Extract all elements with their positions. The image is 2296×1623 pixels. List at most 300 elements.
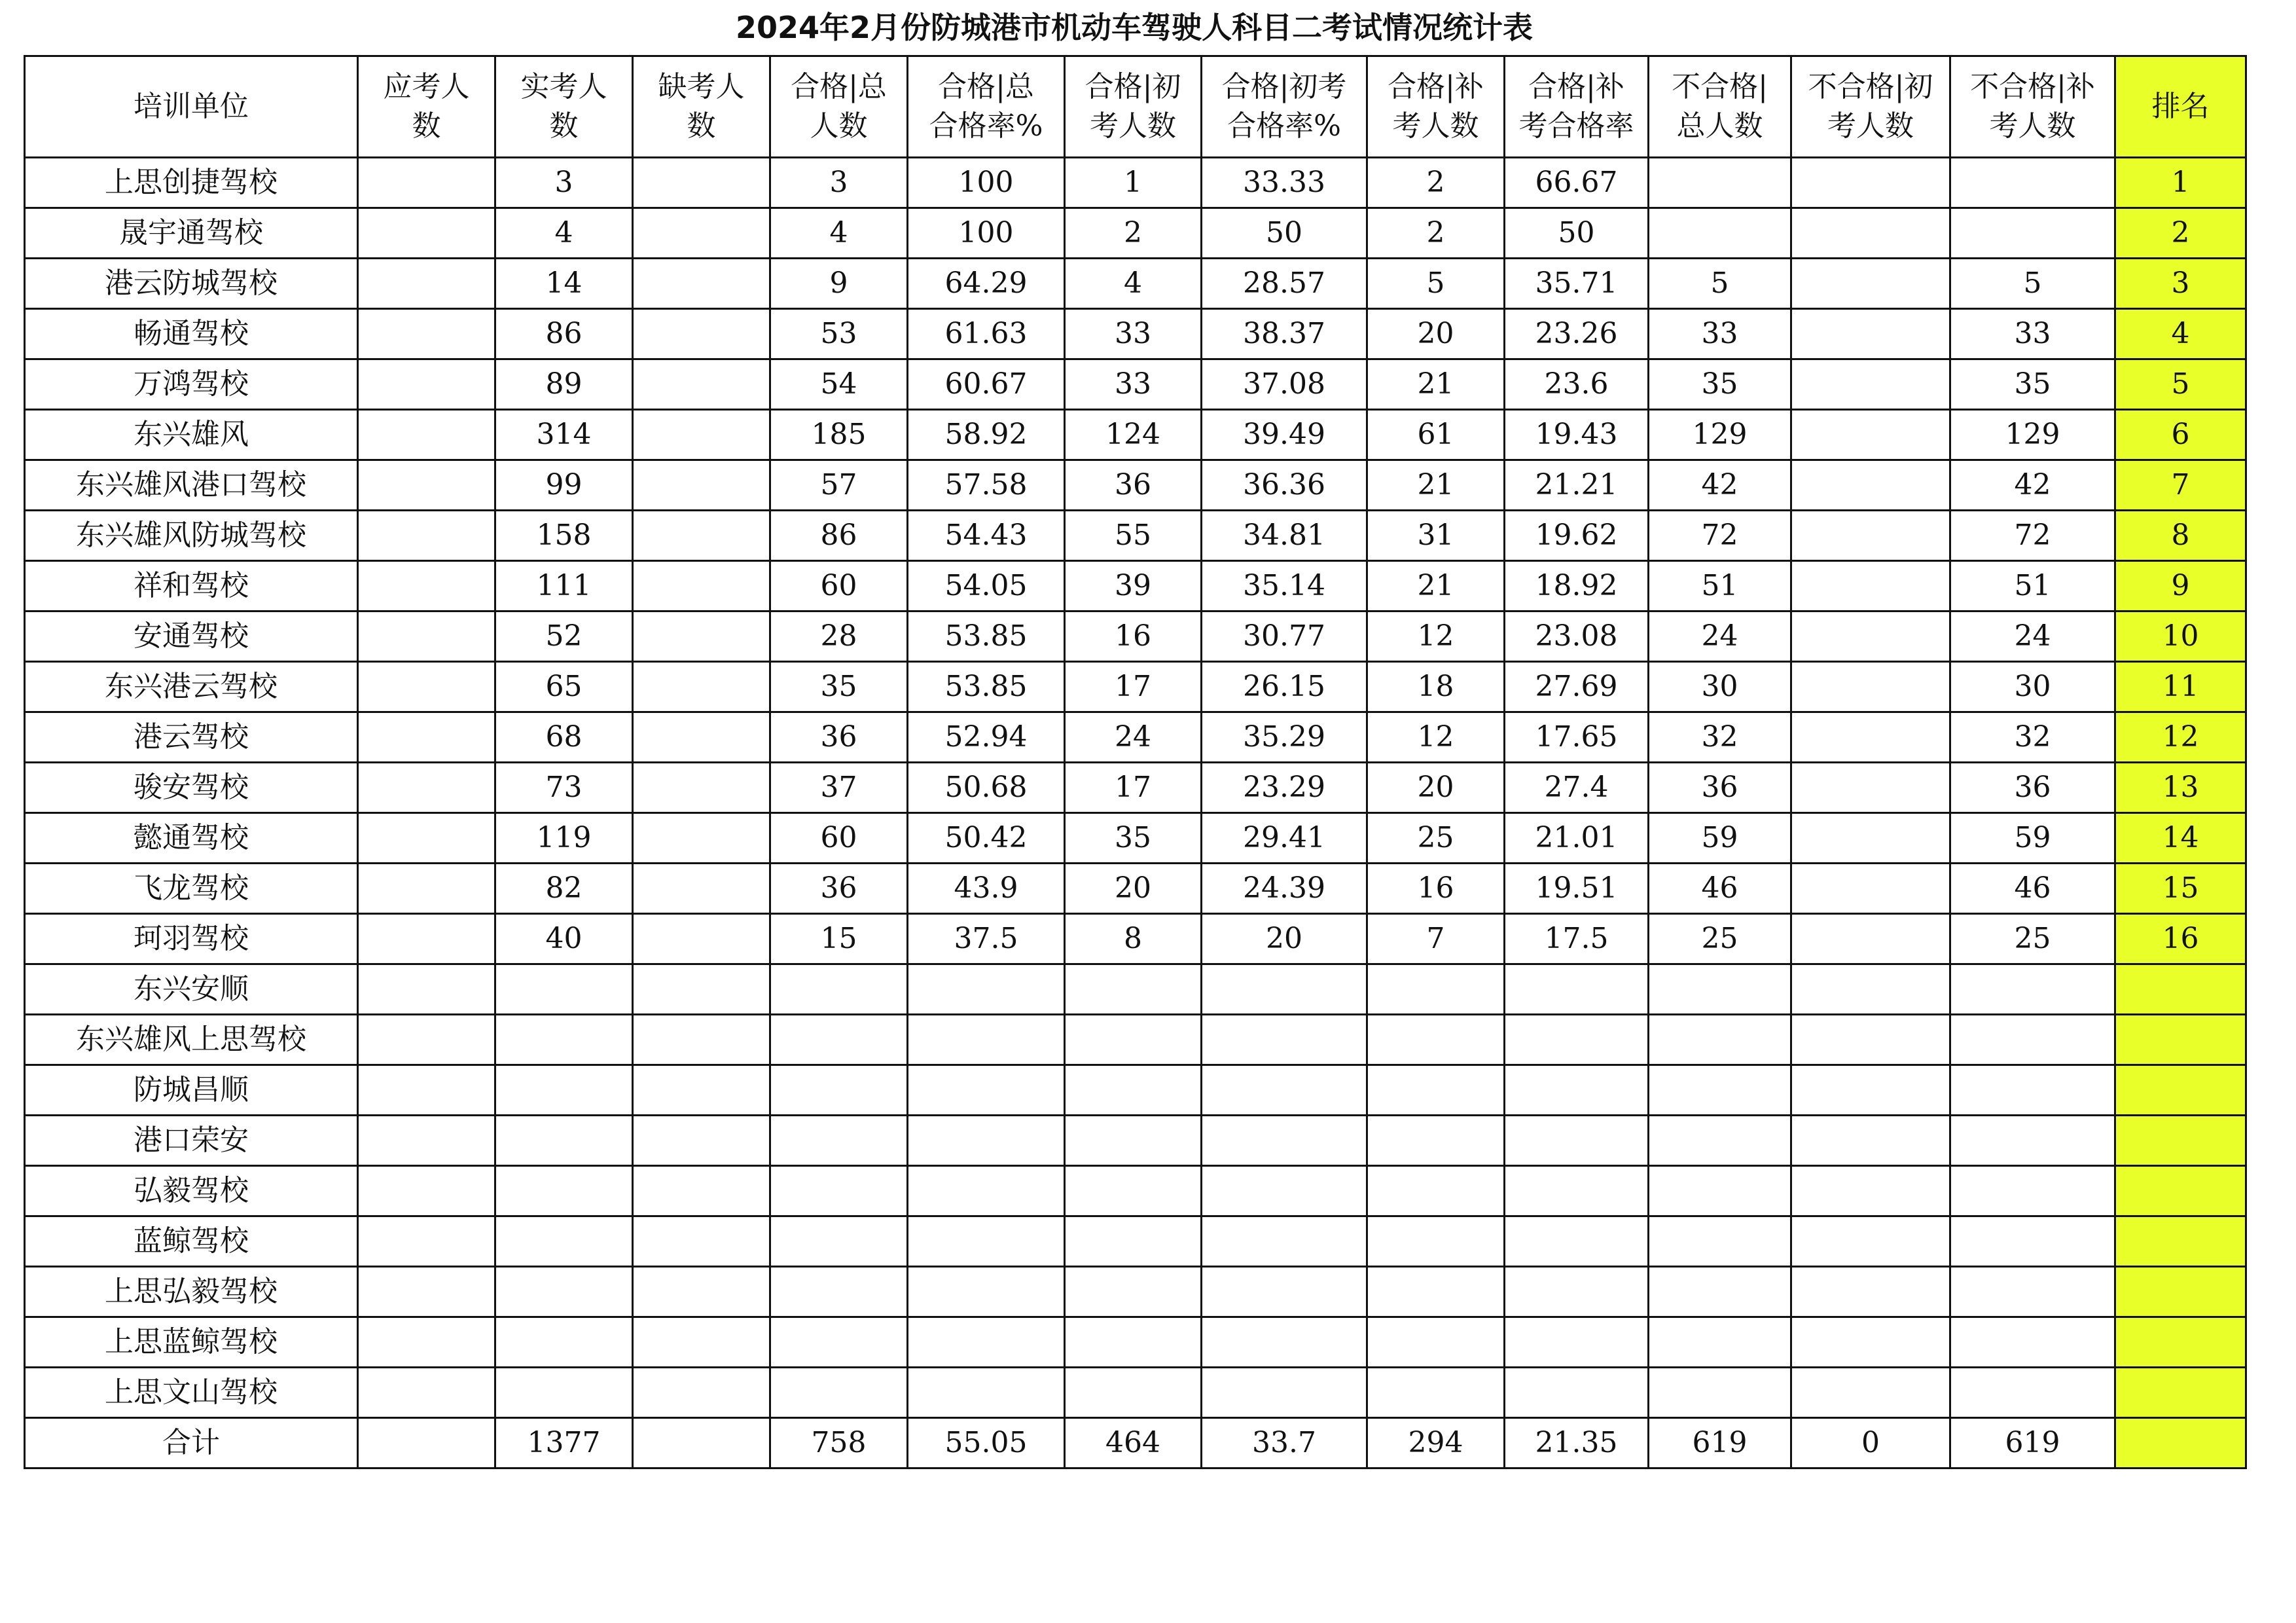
- header-line-2: 人数: [810, 109, 868, 143]
- cell-failed-total: [1649, 1368, 1791, 1418]
- cell-actual: [495, 1166, 633, 1216]
- cell-rank: [2115, 1065, 2246, 1116]
- cell-passed-total: [770, 1368, 908, 1418]
- cell-passed-total-rate: 100: [908, 208, 1065, 259]
- cell-passed-first-rate: 23.29: [1202, 763, 1367, 813]
- cell-passed-total: 60: [770, 561, 908, 611]
- cell-failed-total: 59: [1649, 813, 1791, 864]
- cell-failed-first: 0: [1791, 1418, 1950, 1468]
- table-row: [25, 1116, 2246, 1166]
- cell-actual: 3: [495, 158, 633, 208]
- cell-absent: [633, 1216, 770, 1267]
- cell-absent: [633, 964, 770, 1015]
- cell-passed-total: [770, 1317, 908, 1368]
- cell-passed-first-rate: 33.7: [1202, 1418, 1367, 1468]
- cell-passed-first: 33: [1065, 359, 1202, 410]
- cell-passed-total: 57: [770, 460, 908, 511]
- cell-failed-first: [1791, 511, 1950, 561]
- cell-passed-first-rate: 30.77: [1202, 611, 1367, 662]
- cell-passed-retake: 2: [1367, 158, 1505, 208]
- cell-passed-retake: [1367, 1116, 1505, 1166]
- cell-expected: [358, 1418, 495, 1468]
- cell-expected: [358, 1216, 495, 1267]
- cell-passed-first: 17: [1065, 763, 1202, 813]
- cell-rank: 1: [2115, 158, 2246, 208]
- cell-expected: [358, 460, 495, 511]
- cell-passed-retake-rate: [1505, 1166, 1649, 1216]
- cell-expected: [358, 359, 495, 410]
- cell-passed-retake: 20: [1367, 763, 1505, 813]
- cell-passed-total-rate: 54.05: [908, 561, 1065, 611]
- cell-expected: [358, 410, 495, 460]
- cell-passed-retake: 2: [1367, 208, 1505, 259]
- cell-rank: [2115, 1418, 2246, 1468]
- cell-rank: [2115, 964, 2246, 1015]
- cell-passed-retake-rate: 27.69: [1505, 662, 1649, 712]
- header-line-1: 培训单位: [134, 90, 249, 123]
- cell-failed-first: [1791, 1116, 1950, 1166]
- cell-failed-first: [1791, 158, 1950, 208]
- cell-passed-retake: 31: [1367, 511, 1505, 561]
- table-row: [25, 309, 2246, 359]
- cell-training-unit: 祥和驾校: [25, 561, 358, 611]
- header-line-2: 考合格率: [1518, 109, 1634, 143]
- cell-failed-first: [1791, 611, 1950, 662]
- cell-failed-retake: 72: [1950, 511, 2115, 561]
- cell-rank: 11: [2115, 662, 2246, 712]
- cell-passed-first-rate: 29.41: [1202, 813, 1367, 864]
- cell-passed-total: 35: [770, 662, 908, 712]
- header-absent-examinees: [633, 56, 770, 158]
- cell-absent: [633, 611, 770, 662]
- cell-absent: [633, 1368, 770, 1418]
- cell-training-unit: 合计: [25, 1418, 358, 1468]
- cell-passed-total-rate: 55.05: [908, 1418, 1065, 1468]
- cell-actual: [495, 964, 633, 1015]
- cell-passed-total: 15: [770, 914, 908, 964]
- table-row: [25, 1065, 2246, 1116]
- cell-passed-first-rate: 35.14: [1202, 561, 1367, 611]
- cell-passed-first: 36: [1065, 460, 1202, 511]
- header-line-1: 合格|初考: [1221, 70, 1347, 103]
- cell-expected: [358, 763, 495, 813]
- cell-passed-total: 36: [770, 864, 908, 914]
- cell-failed-total: [1649, 1015, 1791, 1065]
- cell-passed-total-rate: 53.85: [908, 611, 1065, 662]
- cell-passed-retake-rate: [1505, 1216, 1649, 1267]
- cell-failed-retake: [1950, 1166, 2115, 1216]
- cell-passed-first-rate: [1202, 1267, 1367, 1317]
- table-row: [25, 1015, 2246, 1065]
- cell-training-unit: 飞龙驾校: [25, 864, 358, 914]
- cell-actual: 40: [495, 914, 633, 964]
- cell-actual: 1377: [495, 1418, 633, 1468]
- cell-passed-first-rate: [1202, 964, 1367, 1015]
- cell-failed-retake: [1950, 1116, 2115, 1166]
- cell-passed-retake-rate: 23.26: [1505, 309, 1649, 359]
- table-row: [25, 1317, 2246, 1368]
- cell-rank: 8: [2115, 511, 2246, 561]
- cell-failed-retake: [1950, 1267, 2115, 1317]
- cell-training-unit: 东兴雄风港口驾校: [25, 460, 358, 511]
- cell-training-unit: 港口荣安: [25, 1116, 358, 1166]
- cell-actual: 314: [495, 410, 633, 460]
- cell-passed-retake: [1367, 1015, 1505, 1065]
- cell-passed-total-rate: 52.94: [908, 712, 1065, 763]
- cell-passed-first: 8: [1065, 914, 1202, 964]
- table-row: [25, 208, 2246, 259]
- cell-failed-first: [1791, 1216, 1950, 1267]
- cell-passed-first: 20: [1065, 864, 1202, 914]
- cell-passed-first: 16: [1065, 611, 1202, 662]
- cell-failed-retake: 5: [1950, 259, 2115, 309]
- cell-expected: [358, 1368, 495, 1418]
- cell-passed-total: 9: [770, 259, 908, 309]
- cell-actual: [495, 1267, 633, 1317]
- cell-training-unit: 万鸿驾校: [25, 359, 358, 410]
- cell-failed-first: [1791, 1368, 1950, 1418]
- cell-failed-retake: 36: [1950, 763, 2115, 813]
- cell-actual: 119: [495, 813, 633, 864]
- cell-passed-first-rate: 38.37: [1202, 309, 1367, 359]
- cell-failed-total: [1649, 1166, 1791, 1216]
- cell-passed-retake-rate: 19.51: [1505, 864, 1649, 914]
- cell-passed-first: [1065, 1317, 1202, 1368]
- cell-failed-first: [1791, 359, 1950, 410]
- cell-passed-retake: [1367, 1267, 1505, 1317]
- cell-expected: [358, 158, 495, 208]
- cell-failed-retake: 46: [1950, 864, 2115, 914]
- cell-failed-total: 42: [1649, 460, 1791, 511]
- cell-passed-first: 33: [1065, 309, 1202, 359]
- header-passed-first-count: [1065, 56, 1202, 158]
- cell-rank: 12: [2115, 712, 2246, 763]
- cell-rank: 4: [2115, 309, 2246, 359]
- cell-rank: 7: [2115, 460, 2246, 511]
- cell-absent: [633, 1015, 770, 1065]
- cell-actual: 82: [495, 864, 633, 914]
- cell-passed-retake: [1367, 1368, 1505, 1418]
- cell-actual: 73: [495, 763, 633, 813]
- cell-failed-first: [1791, 662, 1950, 712]
- header-line-1: 应考人: [383, 70, 470, 103]
- cell-passed-first-rate: 36.36: [1202, 460, 1367, 511]
- cell-passed-first: 124: [1065, 410, 1202, 460]
- cell-failed-first: [1791, 1065, 1950, 1116]
- cell-failed-retake: 24: [1950, 611, 2115, 662]
- cell-actual: [495, 1368, 633, 1418]
- header-failed-total-count: [1649, 56, 1791, 158]
- cell-passed-retake-rate: [1505, 1116, 1649, 1166]
- cell-actual: 111: [495, 561, 633, 611]
- header-line-2: 考人数: [1827, 109, 1914, 143]
- cell-passed-first: [1065, 964, 1202, 1015]
- cell-rank: 3: [2115, 259, 2246, 309]
- cell-passed-first-rate: [1202, 1166, 1367, 1216]
- cell-failed-total: 72: [1649, 511, 1791, 561]
- cell-passed-retake: 294: [1367, 1418, 1505, 1468]
- table-row: [25, 662, 2246, 712]
- cell-passed-first: 464: [1065, 1418, 1202, 1468]
- header-line-1: 不合格|补: [1970, 70, 2095, 103]
- header-passed-total-rate: [908, 56, 1065, 158]
- cell-training-unit: 蓝鲸驾校: [25, 1216, 358, 1267]
- cell-training-unit: 港云驾校: [25, 712, 358, 763]
- table-total-row: [25, 1418, 2246, 1468]
- cell-failed-total: 30: [1649, 662, 1791, 712]
- cell-passed-total: 54: [770, 359, 908, 410]
- cell-passed-first-rate: [1202, 1116, 1367, 1166]
- cell-passed-first: [1065, 1216, 1202, 1267]
- cell-actual: [495, 1216, 633, 1267]
- cell-passed-first: 24: [1065, 712, 1202, 763]
- cell-failed-total: [1649, 158, 1791, 208]
- cell-passed-total-rate: 61.63: [908, 309, 1065, 359]
- cell-training-unit: 安通驾校: [25, 611, 358, 662]
- cell-passed-total: [770, 1015, 908, 1065]
- cell-failed-first: [1791, 1267, 1950, 1317]
- cell-passed-total-rate: 58.92: [908, 410, 1065, 460]
- cell-absent: [633, 359, 770, 410]
- cell-passed-first: [1065, 1267, 1202, 1317]
- cell-training-unit: 晟宇通驾校: [25, 208, 358, 259]
- cell-passed-first: [1065, 1065, 1202, 1116]
- cell-failed-retake: [1950, 208, 2115, 259]
- cell-passed-retake-rate: 66.67: [1505, 158, 1649, 208]
- cell-absent: [633, 259, 770, 309]
- cell-failed-total: [1649, 1317, 1791, 1368]
- table-row: [25, 712, 2246, 763]
- cell-passed-first-rate: [1202, 1065, 1367, 1116]
- cell-failed-retake: 42: [1950, 460, 2115, 511]
- cell-passed-retake-rate: 17.65: [1505, 712, 1649, 763]
- cell-passed-retake-rate: [1505, 964, 1649, 1015]
- cell-passed-first-rate: [1202, 1317, 1367, 1368]
- cell-passed-total: [770, 1116, 908, 1166]
- cell-actual: 65: [495, 662, 633, 712]
- cell-failed-total: 33: [1649, 309, 1791, 359]
- cell-passed-total: 28: [770, 611, 908, 662]
- cell-expected: [358, 309, 495, 359]
- cell-failed-retake: [1950, 1317, 2115, 1368]
- cell-training-unit: 弘毅驾校: [25, 1166, 358, 1216]
- cell-passed-total: [770, 1216, 908, 1267]
- cell-passed-retake: 7: [1367, 914, 1505, 964]
- cell-rank: [2115, 1368, 2246, 1418]
- cell-expected: [358, 259, 495, 309]
- cell-failed-retake: 32: [1950, 712, 2115, 763]
- cell-passed-total: [770, 1065, 908, 1116]
- cell-rank: 14: [2115, 813, 2246, 864]
- cell-passed-retake-rate: 21.21: [1505, 460, 1649, 511]
- cell-passed-retake: [1367, 1166, 1505, 1216]
- cell-rank: [2115, 1116, 2246, 1166]
- header-line-1: 实考人: [520, 70, 607, 103]
- cell-expected: [358, 1166, 495, 1216]
- cell-passed-first: 39: [1065, 561, 1202, 611]
- cell-training-unit: 东兴港云驾校: [25, 662, 358, 712]
- cell-training-unit: 骏安驾校: [25, 763, 358, 813]
- header-line-2: 合格率%: [1227, 109, 1341, 143]
- header-line-1: 排名: [2151, 90, 2210, 123]
- cell-passed-total-rate: [908, 1116, 1065, 1166]
- cell-absent: [633, 410, 770, 460]
- cell-passed-first: 17: [1065, 662, 1202, 712]
- cell-failed-first: [1791, 914, 1950, 964]
- cell-passed-retake-rate: [1505, 1065, 1649, 1116]
- cell-passed-first: [1065, 1116, 1202, 1166]
- header-expected-examinees: [358, 56, 495, 158]
- cell-rank: [2115, 1317, 2246, 1368]
- cell-passed-total: 37: [770, 763, 908, 813]
- cell-expected: [358, 611, 495, 662]
- table-row: [25, 259, 2246, 309]
- header-line-2: 总人数: [1676, 109, 1763, 143]
- cell-passed-first: [1065, 1015, 1202, 1065]
- cell-expected: [358, 511, 495, 561]
- cell-training-unit: 上思弘毅驾校: [25, 1267, 358, 1317]
- cell-actual: [495, 1317, 633, 1368]
- cell-failed-first: [1791, 763, 1950, 813]
- header-line-1: 缺考人: [658, 70, 745, 103]
- cell-passed-retake: 61: [1367, 410, 1505, 460]
- cell-failed-first: [1791, 460, 1950, 511]
- header-line-2: 考人数: [1989, 109, 2076, 143]
- cell-failed-retake: 35: [1950, 359, 2115, 410]
- cell-training-unit: 上思创捷驾校: [25, 158, 358, 208]
- cell-failed-first: [1791, 410, 1950, 460]
- cell-absent: [633, 1418, 770, 1468]
- table-row: [25, 359, 2246, 410]
- cell-passed-retake: [1367, 1216, 1505, 1267]
- cell-passed-total: 4: [770, 208, 908, 259]
- cell-passed-retake: 16: [1367, 864, 1505, 914]
- cell-passed-total-rate: 64.29: [908, 259, 1065, 309]
- cell-failed-total: [1649, 1267, 1791, 1317]
- cell-absent: [633, 158, 770, 208]
- cell-training-unit: 珂羽驾校: [25, 914, 358, 964]
- cell-passed-retake-rate: 23.08: [1505, 611, 1649, 662]
- cell-passed-total-rate: [908, 1267, 1065, 1317]
- cell-training-unit: 东兴安顺: [25, 964, 358, 1015]
- cell-passed-first-rate: 28.57: [1202, 259, 1367, 309]
- cell-passed-retake: 12: [1367, 611, 1505, 662]
- cell-failed-total: 24: [1649, 611, 1791, 662]
- cell-expected: [358, 1267, 495, 1317]
- cell-failed-retake: 30: [1950, 662, 2115, 712]
- cell-training-unit: 东兴雄风: [25, 410, 358, 460]
- cell-absent: [633, 1166, 770, 1216]
- cell-training-unit: 畅通驾校: [25, 309, 358, 359]
- cell-passed-first-rate: [1202, 1015, 1367, 1065]
- cell-rank: [2115, 1267, 2246, 1317]
- cell-passed-total: 53: [770, 309, 908, 359]
- cell-actual: [495, 1015, 633, 1065]
- cell-failed-retake: [1950, 1216, 2115, 1267]
- cell-absent: [633, 1065, 770, 1116]
- cell-expected: [358, 662, 495, 712]
- cell-failed-retake: 619: [1950, 1418, 2115, 1468]
- cell-passed-first-rate: 37.08: [1202, 359, 1367, 410]
- cell-rank: 13: [2115, 763, 2246, 813]
- cell-actual: 89: [495, 359, 633, 410]
- cell-failed-retake: 59: [1950, 813, 2115, 864]
- cell-failed-first: [1791, 964, 1950, 1015]
- cell-passed-total-rate: [908, 1216, 1065, 1267]
- cell-absent: [633, 813, 770, 864]
- cell-failed-first: [1791, 561, 1950, 611]
- cell-actual: 52: [495, 611, 633, 662]
- cell-passed-first-rate: 26.15: [1202, 662, 1367, 712]
- cell-passed-total: [770, 1267, 908, 1317]
- cell-passed-first-rate: 34.81: [1202, 511, 1367, 561]
- cell-absent: [633, 208, 770, 259]
- cell-absent: [633, 460, 770, 511]
- cell-rank: 16: [2115, 914, 2246, 964]
- cell-passed-total-rate: 54.43: [908, 511, 1065, 561]
- cell-failed-retake: [1950, 964, 2115, 1015]
- table-row: [25, 611, 2246, 662]
- cell-actual: 86: [495, 309, 633, 359]
- cell-absent: [633, 914, 770, 964]
- cell-passed-retake: [1367, 1065, 1505, 1116]
- cell-absent: [633, 864, 770, 914]
- cell-expected: [358, 914, 495, 964]
- cell-failed-total: 619: [1649, 1418, 1791, 1468]
- table-row: [25, 1166, 2246, 1216]
- cell-passed-retake-rate: 19.62: [1505, 511, 1649, 561]
- header-line-1: 合格|总: [938, 70, 1034, 103]
- header-passed-first-rate: [1202, 56, 1367, 158]
- header-rank: [2115, 56, 2246, 158]
- cell-expected: [358, 712, 495, 763]
- cell-training-unit: 港云防城驾校: [25, 259, 358, 309]
- cell-absent: [633, 662, 770, 712]
- header-line-1: 合格|总: [791, 70, 887, 103]
- cell-failed-total: [1649, 1065, 1791, 1116]
- cell-absent: [633, 712, 770, 763]
- cell-rank: 15: [2115, 864, 2246, 914]
- cell-expected: [358, 1065, 495, 1116]
- cell-rank: [2115, 1015, 2246, 1065]
- table-row: [25, 410, 2246, 460]
- cell-training-unit: 懿通驾校: [25, 813, 358, 864]
- table-row: [25, 964, 2246, 1015]
- cell-passed-total: 758: [770, 1418, 908, 1468]
- cell-failed-first: [1791, 309, 1950, 359]
- cell-failed-first: [1791, 259, 1950, 309]
- cell-absent: [633, 1317, 770, 1368]
- table-row: [25, 1368, 2246, 1418]
- cell-passed-first-rate: [1202, 1368, 1367, 1418]
- cell-passed-total-rate: 60.67: [908, 359, 1065, 410]
- cell-passed-first: [1065, 1166, 1202, 1216]
- cell-rank: [2115, 1216, 2246, 1267]
- cell-failed-total: 35: [1649, 359, 1791, 410]
- cell-failed-total: [1649, 964, 1791, 1015]
- cell-passed-retake-rate: [1505, 1015, 1649, 1065]
- cell-failed-total: [1649, 1216, 1791, 1267]
- cell-failed-first: [1791, 1015, 1950, 1065]
- cell-passed-retake-rate: [1505, 1368, 1649, 1418]
- cell-actual: 68: [495, 712, 633, 763]
- cell-actual: 158: [495, 511, 633, 561]
- cell-passed-total-rate: 53.85: [908, 662, 1065, 712]
- header-line-1: 合格|补: [1528, 70, 1624, 103]
- cell-passed-retake-rate: 50: [1505, 208, 1649, 259]
- cell-passed-total: 36: [770, 712, 908, 763]
- cell-failed-total: 32: [1649, 712, 1791, 763]
